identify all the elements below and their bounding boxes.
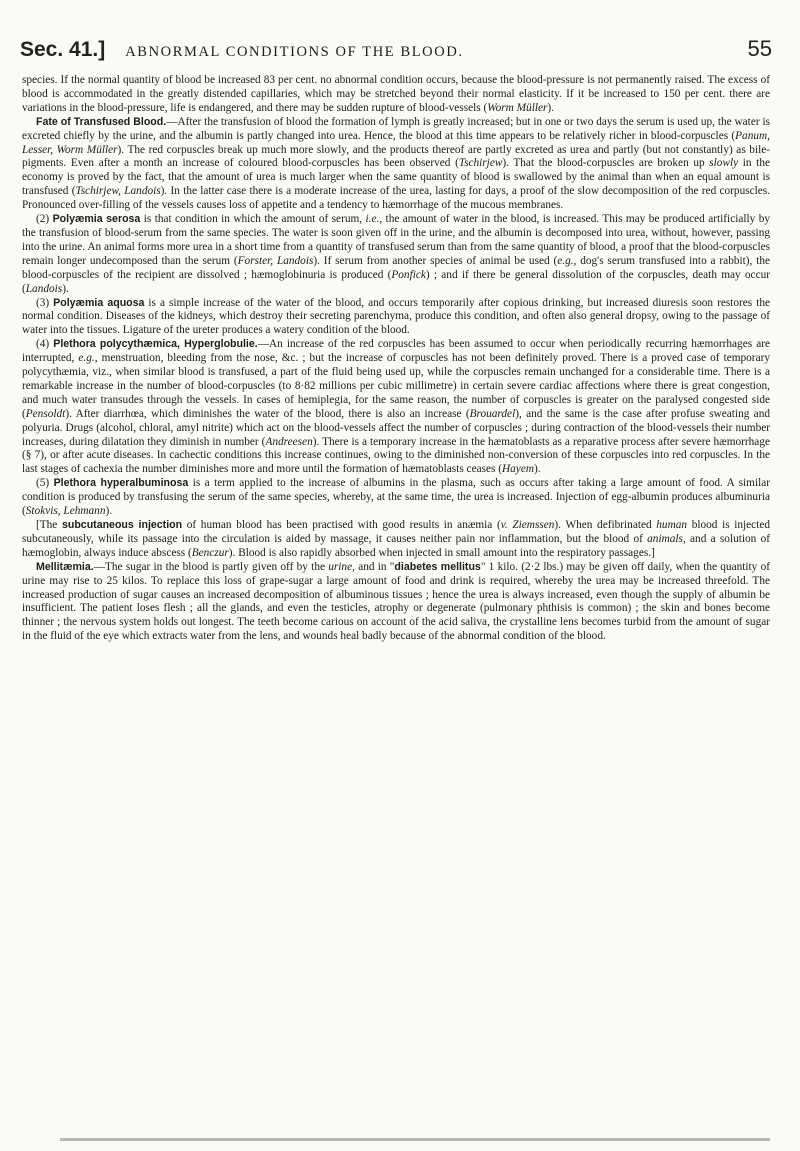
page-number: 55 <box>747 36 772 61</box>
run-in-heading: Plethora polycythæmica, Hyperglobulie. <box>53 338 258 351</box>
run-in-heading: Fate of Transfused Blood. <box>36 115 167 128</box>
emphasis: slowly <box>709 157 739 170</box>
citation: Tschirjew <box>458 157 503 170</box>
bold-term: diabetes mellitus <box>394 560 481 573</box>
section-number: Sec. 41.] <box>20 38 106 61</box>
citation: Panum, Lesser, Worm Müller <box>22 129 770 156</box>
citation: Worm Müller <box>487 101 548 114</box>
paragraph-mellitaemia: Mellitæmia.—The sugar in the blood is partly given off by the urine, and in "diabetes mellitus" 1 kilo. (2·2 lbs.) may be given off daily, when the quantity of urine may rise to 25 kilos. To replace this loss of grape-sugar a large amount of food and drink is required, whereby the urea may be increased threefold. The increased production of sugar causes an increased decomposition of albuminous tissues ; hence the urea is always increased, even though the supply of albumin be insufficient. The patient loses flesh ; all the glands, and even the testicles, atrophy or degenerate (pulmonary phthisis is common) ; the skin and bones become thinner ; the nervous system holds out longest. The teeth become carious on account of the acid saliva, the crystalline lens becomes turbid from the amount of sugar in the fluid of the eye which extracts water from the lens, and wounds heal badly because of the abnormal condition of the blood. <box>22 560 770 643</box>
run-in-heading: Mellitæmia. <box>36 560 94 573</box>
running-title: ABNORMAL CONDITIONS OF THE BLOOD. <box>125 44 464 60</box>
citation: Brouardel <box>469 407 516 420</box>
citation: Hayem <box>502 463 534 476</box>
paragraph-plethora-hyperalbuminosa: (5) Plethora hyperalbuminosa is a term applied to the increase of albumins in the plasma, such as occurs after taking a large amount of food. A similar condition is produced by transfusing the serum of the same species, whereby, at the same time, the urea is increased. Injection of egg-albumin produces albuminuria (Stokvis, Lehmann). <box>22 477 770 518</box>
paragraph-polyaemia-serosa: (2) Polyæmia serosa is that condition in which the amount of serum, i.e., the amount of water in the blood, is increased. This may be produced artificially by the transfusion of blood-serum from the same species. The water is soon given off in the urine, and the albumin is decomposed into urea, without, however, passing into the urine. An animal forms more urea in a short time from a quantity of transfused serum than from the same quantity of blood, a proof that the blood-corpuscles remain longer undecomposed than the serum (Forster, Landois). If serum from another species of animal be used (e.g., dog's serum transfused into a rabbit), the blood-corpuscles of the recipient are dissolved ; hæmoglobinuria is produced (Ponfick) ; and if there be general dissolution of the corpuscles, death may occur (Landois). <box>22 213 770 295</box>
page-body <box>22 74 770 644</box>
citation: Stokvis, Lehmann <box>25 505 106 518</box>
page-edge-rule <box>60 1138 770 1141</box>
paragraph-plethora-polycythaemica: (4) Plethora polycythæmica, Hyperglobulie.—An increase of the red corpuscles has been assumed to occur when periodically recurring hæmorrhages are interrupted, e.g., menstruation, bleeding from the nose, &c. ; but the increase of corpuscles has not been definitely proved. There is a proved case of temporary polycythæmia, viz., when similar blood is transfused, a part of the fluid being used up, while the corpuscles remain unchanged for a considerable time. There is a remarkable increase in the number of blood-corpuscles (to 8·82 millions per cubic millimetre) in certain severe cardiac affections where there is great congestion, and much water transudes through the vessels. In cases of hemiplegia, for the same reason, the number of corpuscles is greater on the paralysed congested side (Pensoldt). After diarrhœa, which diminishes the water of the blood, there is also an increase (Brouardel), and the same is the case after profuse sweating and polyuria. Drugs (alcohol, chloral, amyl nitrite) which act on the blood-vessels affect the number of corpuscles ; during contraction of the blood-vessels their number increases, during dilatation they diminish in number (Andreesen). There is a temporary increase in the hæmatoblasts as a reparative process after severe hæmorrhage (§ 7), or after acute diseases. In cachectic conditions this increase continues, owing to the diminished non-conversion of these corpuscles into red corpuscles. In the last stages of cachexia the number diminishes more and more until the formation of hæmatoblasts ceases (Hayem). <box>22 338 770 476</box>
page-header <box>20 36 772 70</box>
citation: Pensoldt <box>25 407 66 420</box>
citation: Ponfick <box>391 268 426 281</box>
citation: Tschirjew, Landois <box>75 185 161 198</box>
citation: Forster, Landois <box>237 254 314 267</box>
citation: Benczur <box>191 546 229 559</box>
citation: Andreesen <box>265 435 313 448</box>
paragraph-polyaemia-aquosa: (3) Polyæmia aquosa is a simple increase of the water of the blood, and occurs temporarily after copious drinking, but increased diuresis soon restores the normal condition. Diseases of the kidneys, which destroy their secreting parenchyma, produce this condition, and often also general dropsy, owing to the passage of water into the tissues. Ligature of the ureter produces a watery condition of the blood. <box>22 296 770 337</box>
paragraph-subcutaneous-injection: [The subcutaneous injection of human blood has been practised with good results in anæmia (v. Ziemssen). When defibrinated human blood is injected subcutaneously, while its passage into the circulation is aided by massage, it causes neither pain nor inflammation, but the blood of animals, and a solution of hæmoglobin, always induce abscess (Benczur). Blood is also rapidly absorbed when injected in small amount into the respiratory passages.] <box>22 519 770 559</box>
run-in-heading: Plethora hyperalbuminosa <box>53 477 189 490</box>
run-in-heading: Polyæmia aquosa <box>53 296 145 309</box>
citation: v. Ziemssen <box>500 519 555 531</box>
paragraph-continuation: species. If the normal quantity of blood be increased 83 per cent. no abnormal condition occurs, because the blood-pressure is not permanently raised. The excess of blood is accommodated in the greatly distended capillaries, which may be stretched beyond their normal elasticity. If it be increased to 150 per cent. there are variations in the blood-pressure, life is endangered, and there may be sudden rupture of blood-vessels (Worm Müller). <box>22 74 770 114</box>
run-in-heading: subcutaneous injection <box>61 519 183 531</box>
run-in-heading: Polyæmia serosa <box>52 213 141 226</box>
paragraph-fate-of-transfused-blood: Fate of Transfused Blood.—After the transfusion of blood the formation of lymph is greatly increased; but in one or two days the serum is used up, the water is excreted chiefly by the urine, and the albumin is partly changed into urea. Hence, the blood at this time appears to be relatively richer in blood-corpuscles (Panum, Lesser, Worm Müller). The red corpuscles break up much more slowly, and the products thereof are partly excreted as urea and partly (but not constantly) as bile-pigments. Even after a month an increase of coloured blood-corpuscles has been observed (Tschirjew). That the blood-corpuscles are broken up slowly in the economy is proved by the fact, that the amount of urea is much larger when the same quantity of blood is swallowed by the animal than when an equal amount is transfused (Tschirjew, Landois). In the latter case there is a moderate increase of the urea, lasting for days, a proof of the slow decomposition of the red corpuscles. Pronounced over-filling of the vessels causes loss of appetite and a tendency to hæmorrhage of the mucous membranes. <box>22 115 771 212</box>
citation: Landois <box>25 282 63 295</box>
